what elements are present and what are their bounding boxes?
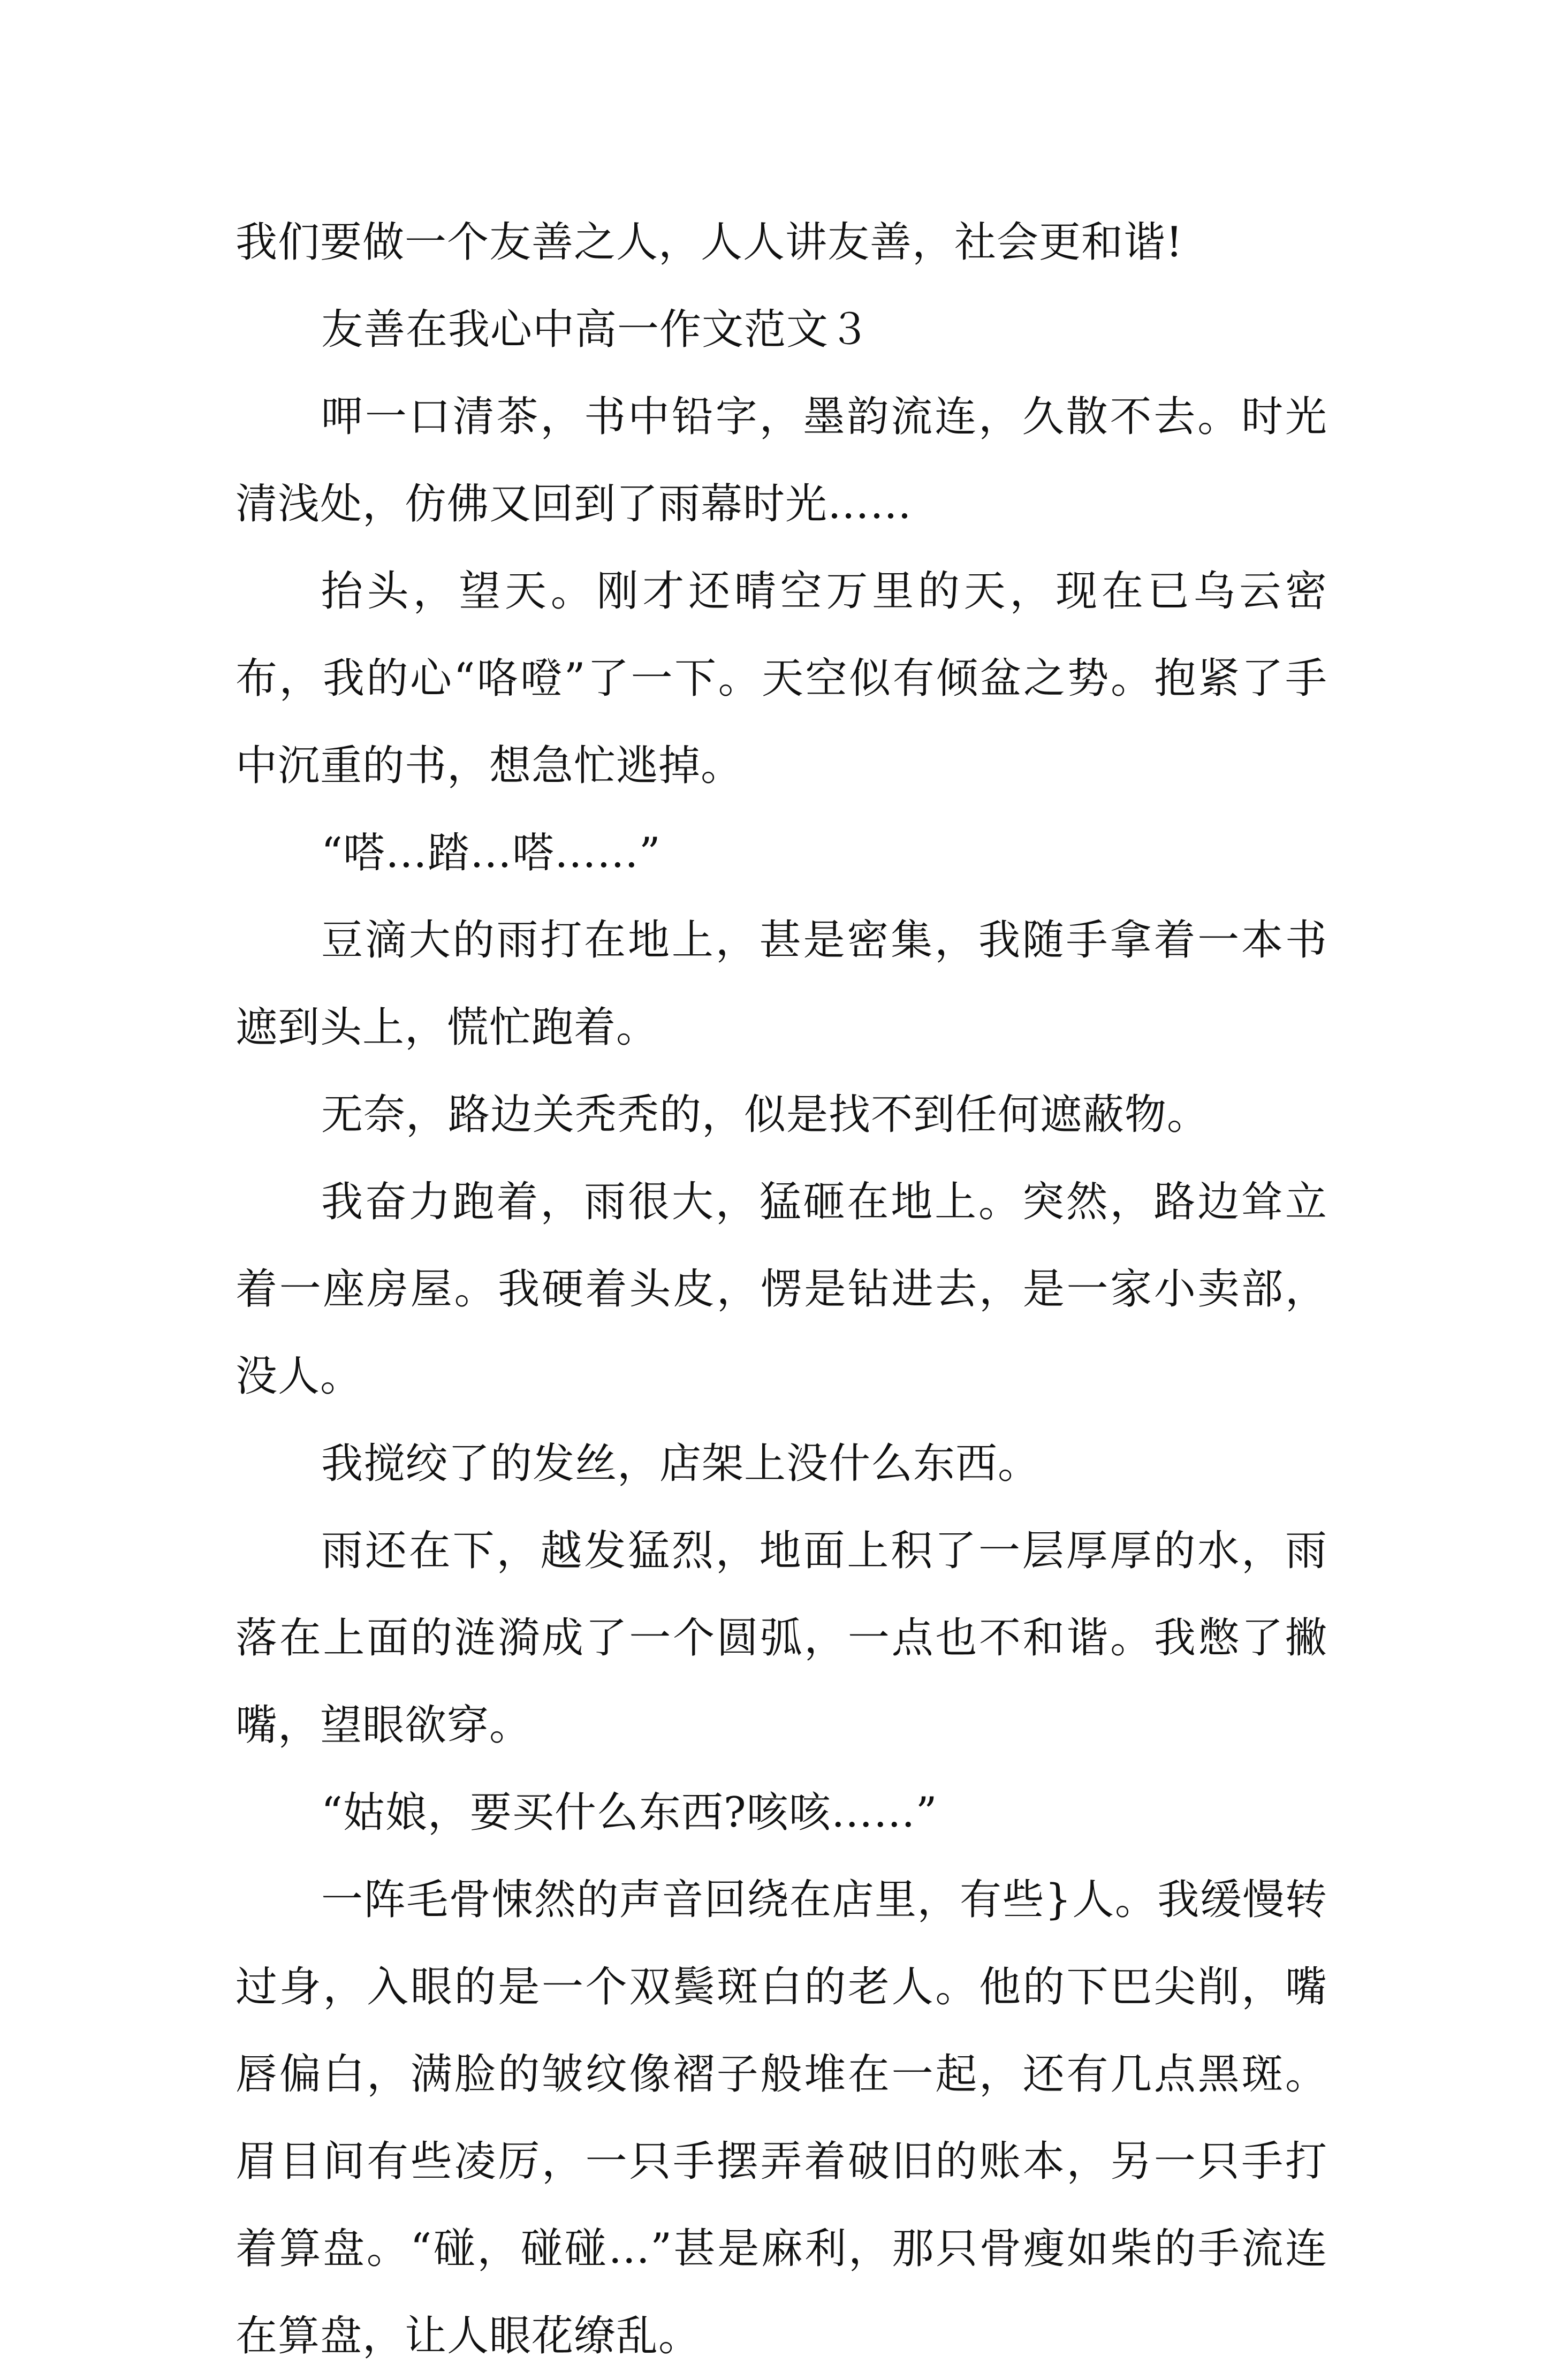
paragraph-1: 我们要做一个友善之人，人人讲友善，社会更和谐!: [236, 218, 1183, 267]
paragraph-9: 我搅绞了的发丝，店架上没什么东西。: [321, 1440, 1041, 1488]
paragraph-3: 呷一口清茶，书中铅字，墨韵流连，久散不去。时光清浅处，仿佛又回到了雨幕时光……: [236, 393, 1327, 528]
essay-body: [236, 199, 1327, 2380]
paragraph-12: 一阵毛骨悚然的声音回绕在店里，有些}人。我缓慢转过身，入眼的是一个双鬓斑白的老人。他的下巴尖削，嘴唇偏白，满脸的皱纹像褶子般堆在一起，还有几点黑斑。眉目间有些凌厉，一只手摆弄着破旧的账本，另一只手打着算盘。“碰，碰碰…”甚是麻利，那只骨瘦如柴的手流连在算盘，让人眼花缭乱。: [236, 1876, 1327, 2360]
paragraph-10: 雨还在下，越发猛烈，地面上积了一层厚厚的水，雨落在上面的涟漪成了一个圆弧，一点也不和谐。我憋了撇嘴，望眼欲穿。: [236, 1527, 1327, 1750]
paragraph-5: “嗒…踏…嗒……”: [321, 829, 661, 877]
paragraph-6: 豆滴大的雨打在地上，甚是密集，我随手拿着一本书遮到头上，慌忙跑着。: [236, 916, 1327, 1052]
paragraph-7: 无奈，路边关秃秃的，似是找不到任何遮蔽物。: [321, 1091, 1210, 1139]
paragraph-4: 抬头，望天。刚才还晴空万里的天，现在已乌云密布，我的心“咯噔”了一下。天空似有倾盆之势。抱紧了手中沉重的书，想急忙逃掉。: [236, 567, 1327, 790]
paragraph-11: “姑娘，要买什么东西?咳咳……”: [321, 1789, 938, 1837]
essay-subtitle: 友善在我心中高一作文范文３: [321, 306, 871, 354]
paragraph-8: 我奋力跑着，雨很大，猛砸在地上。突然，路边耸立着一座房屋。我硬着头皮，愣是钻进去，是一家小卖部，没人。: [236, 1178, 1327, 1401]
